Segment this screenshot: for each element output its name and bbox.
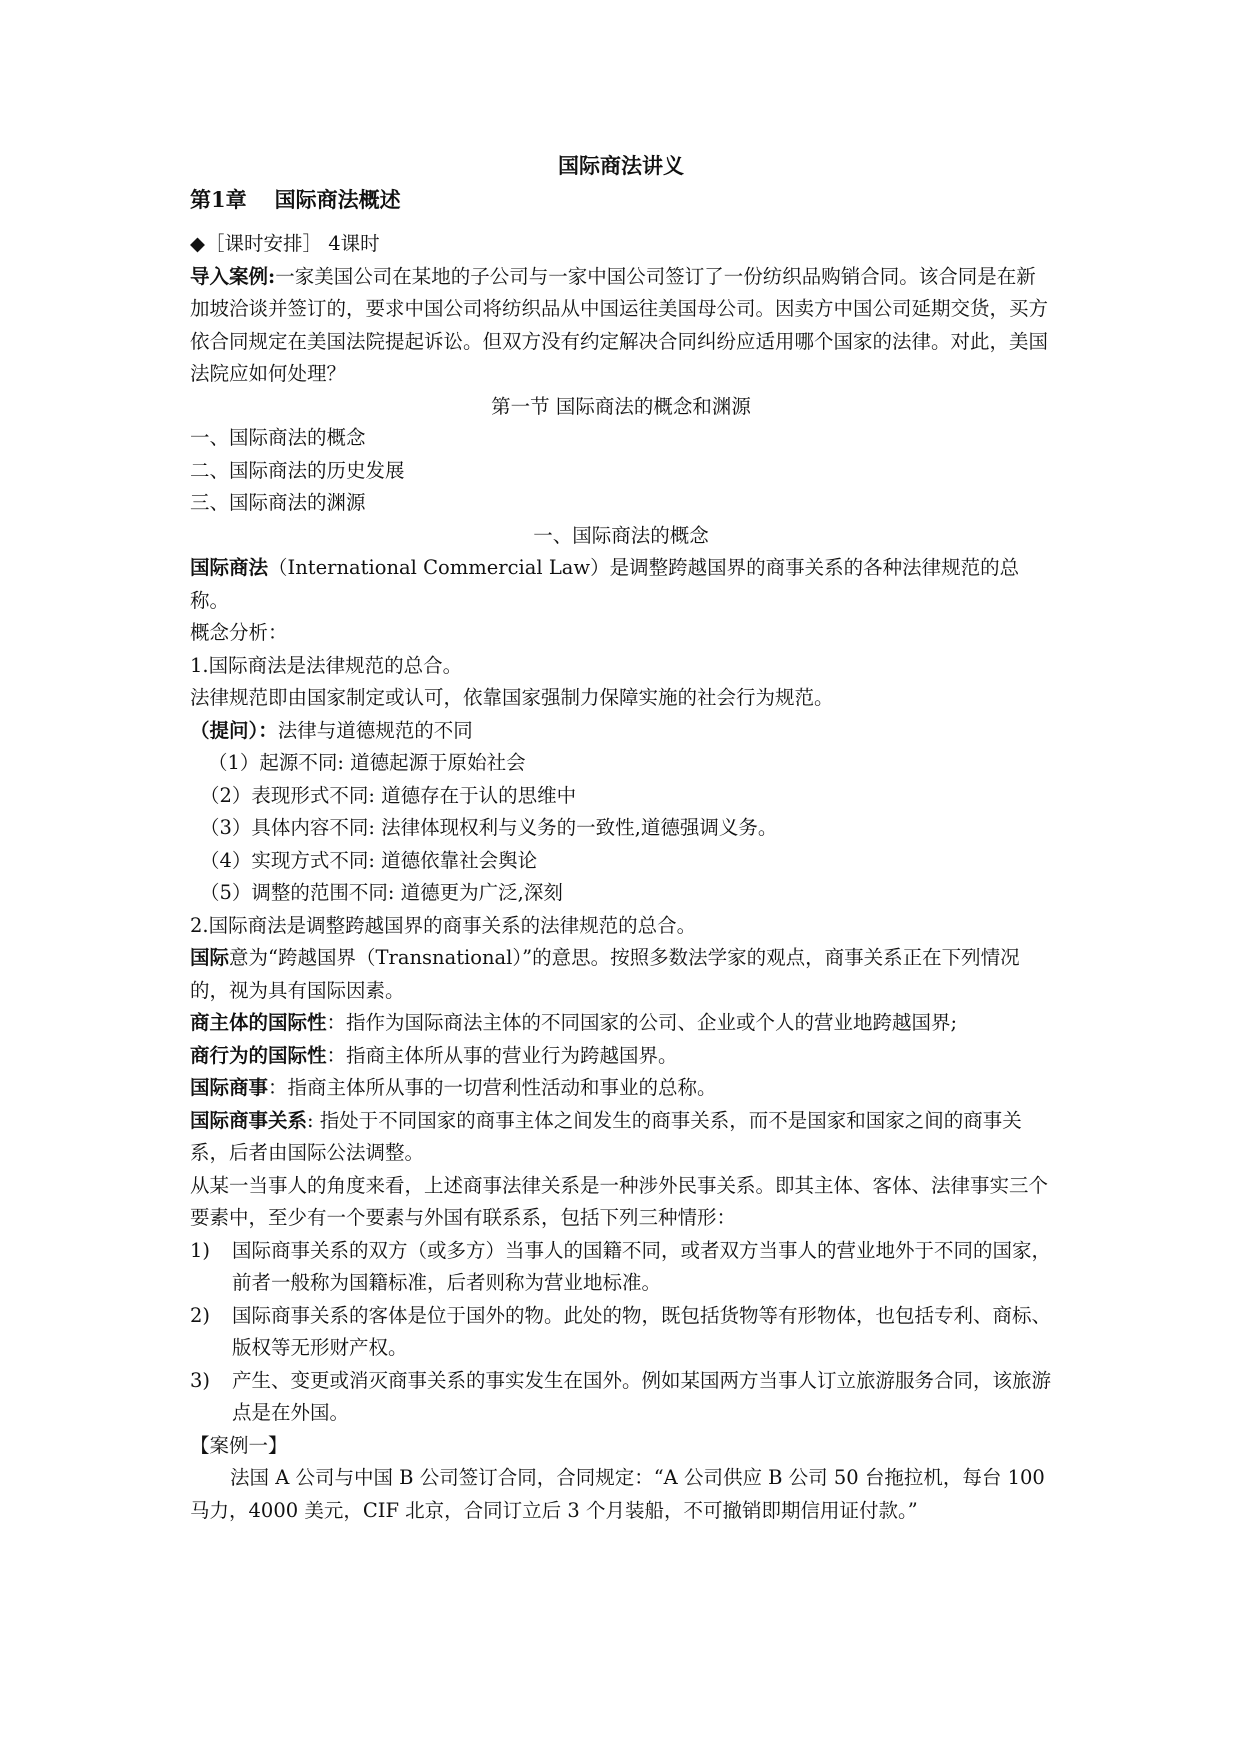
outline-block: [190, 422, 1052, 1527]
act-text: ：指商主体所从事的营业行为跨越国界。: [326, 1043, 678, 1067]
case-one-label: 【案例一】: [190, 1433, 288, 1457]
affairs-label: 国际商事: [190, 1076, 269, 1099]
difference-item: （5）调整的范围不同: 道德更为广泛,深刻: [200, 881, 563, 904]
chapter-title: 国际商法概述: [274, 187, 401, 212]
difference-item: （3）具体内容不同: 法律体现权利与义务的一致性,道德强调义务。: [200, 816, 778, 839]
question-line: [190, 715, 1052, 748]
list-item: [190, 1365, 1052, 1430]
definition-paragraph: [190, 552, 1052, 617]
schedule-line: ◆［课时安排］ 4课时: [190, 232, 380, 255]
chapter-heading: [190, 184, 401, 216]
difference-item: （1）起源不同: 道德起源于原始社会: [208, 751, 526, 774]
definition-text: （International Commercial Law）是调整跨越国界的商事关系的各种法律规范的总称。: [190, 556, 1020, 612]
intro-block: [190, 228, 1052, 423]
list-item: [190, 1300, 1052, 1365]
point-two: 2.国际商法是调整跨越国界的商事关系的法律规范的总合。: [190, 913, 697, 937]
point-one: 1.国际商法是法律规范的总合。: [190, 653, 463, 677]
subject-label: 商主体的国际性: [190, 1011, 327, 1034]
subject-line: [190, 1007, 1052, 1040]
international-text: 意为“跨越国界（Transnational）”的意思。按照多数法学家的观点，商事关系正在下列情况的，视为具有国际因素。: [190, 946, 1020, 1002]
list-number: 2): [190, 1303, 211, 1327]
question-label: （提问）：: [190, 718, 278, 742]
point-one-description: 法律规范即由国家制定或认可，依靠国家强制力保障实施的社会行为规范。: [190, 686, 834, 709]
difference-item: （2）表现形式不同: 道德存在于认的思维中: [200, 783, 577, 807]
list-text: 国际商事关系的双方（或多方）当事人的国籍不同，或者双方当事人的营业地外于不同的国家，前者一般称为国籍标准，后者则称为营业地标准。: [232, 1238, 1052, 1294]
chapter-number: 第1章: [190, 187, 247, 212]
act-label: 商行为的国际性: [190, 1043, 327, 1067]
relation-paragraph: [190, 1105, 1052, 1170]
case-intro-label: 导入案例:: [190, 264, 276, 288]
case-intro-text: 一家美国公司在某地的子公司与一家中国公司签订了一份纺织品购销合同。该合同是在新加坡洽谈并签订的，要求中国公司将纺织品从中国运往美国母公司。因卖方中国公司延期交货，买方依合同规定在美国法院提起诉讼。但双方没有约定解决合同纠纷应适用哪个国家的法律。对此，美国法院应如何处理？: [190, 264, 1049, 385]
question-text: 法律与道德规范的不同: [277, 718, 473, 742]
case-intro-paragraph: [190, 261, 1052, 391]
outline-item: 三、国际商法的渊源: [190, 491, 366, 514]
affairs-line: [190, 1072, 1052, 1105]
subject-text: ：指作为国际商法主体的不同国家的公司、企业或个人的营业地跨越国界;: [326, 1011, 958, 1034]
list-text: 国际商事关系的客体是位于国外的物。此处的物，既包括货物等有形物体，也包括专利、商标、版权等无形财产权。: [232, 1303, 1052, 1359]
case-one-paragraph: 法国 A 公司与中国 B 公司签订合同，合同规定：“A 公司供应 B 公司 50 台拖拉机，每台 100 马力，4000 美元，CIF 北京，合同订立后 3 个月装船，不可撤销即期信用证付款。”: [190, 1466, 1045, 1522]
international-paragraph: [190, 942, 1052, 1007]
list-number: 1): [190, 1238, 211, 1262]
difference-item: （4）实现方式不同: 道德依靠社会舆论: [200, 848, 538, 872]
international-label: 国际: [190, 946, 230, 969]
document-title: 国际商法讲义: [558, 153, 684, 178]
analysis-label: 概念分析：: [190, 621, 288, 644]
list-text: 产生、变更或消灭商事关系的事实发生在国外。例如某国两方当事人订立旅游服务合同，该旅游点是在外国。: [232, 1368, 1052, 1424]
act-line: [190, 1040, 1052, 1073]
section-heading: 第一节 国际商法的概念和渊源: [491, 394, 751, 418]
sub-heading: 一、国际商法的概念: [533, 523, 709, 547]
relation-label: 国际商事关系: [190, 1108, 308, 1132]
outline-item: 一、国际商法的概念: [190, 426, 366, 449]
list-number: 3): [190, 1368, 211, 1392]
perspective-paragraph: 从某一当事人的角度来看，上述商事法律关系是一种涉外民事关系。即其主体、客体、法律事实三个要素中，至少有一个要素与外国有联系系，包括下列三种情形：: [190, 1173, 1049, 1229]
affairs-text: ：指商主体所从事的一切营利性活动和事业的总称。: [268, 1076, 717, 1099]
definition-label: 国际商法: [190, 556, 269, 579]
list-item: [190, 1235, 1052, 1300]
relation-text: : 指处于不同国家的商事主体之间发生的商事关系，而不是国家和国家之间的商事关系，后者由国际公法调整。: [190, 1108, 1022, 1164]
outline-item: 二、国际商法的历史发展: [190, 458, 405, 482]
